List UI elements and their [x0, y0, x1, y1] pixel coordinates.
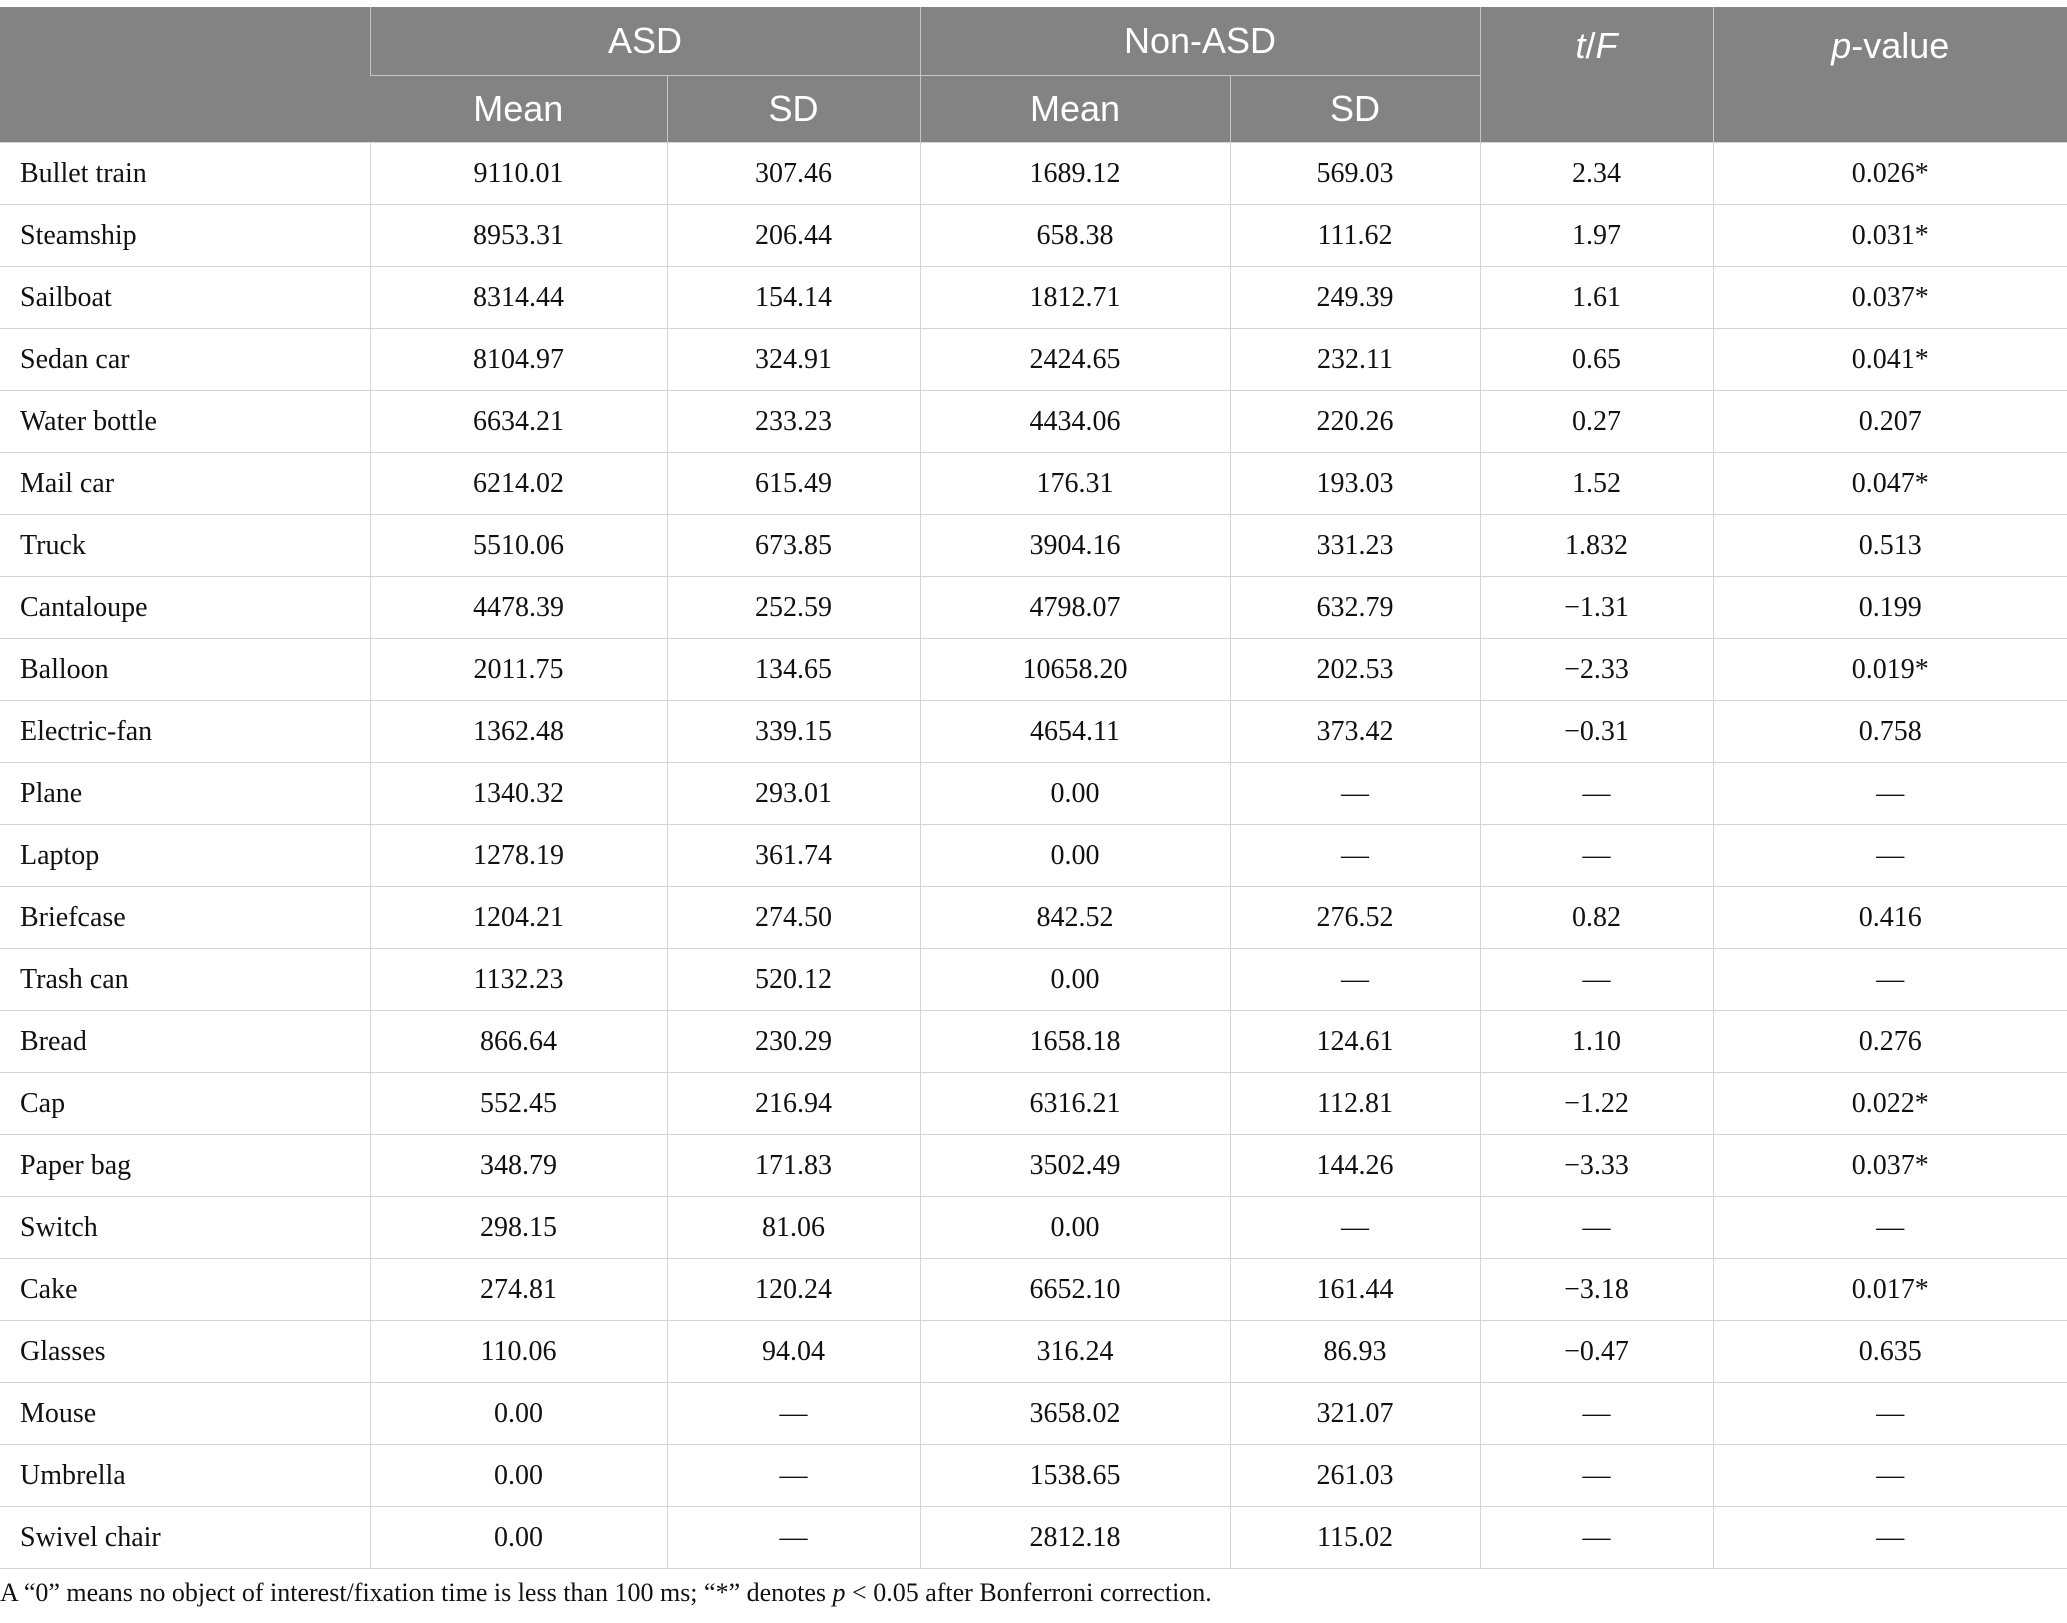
cell-non-asd-mean: 0.00 [920, 825, 1230, 887]
cell-non-asd-mean: 842.52 [920, 887, 1230, 949]
cell-asd-mean: 8953.31 [370, 205, 667, 267]
header-t-label: t [1575, 25, 1586, 66]
cell-asd-mean: 0.00 [370, 1507, 667, 1569]
cell-p-value: 0.199 [1713, 577, 2067, 639]
cell-t-f-value: 1.10 [1480, 1011, 1713, 1073]
table-row [0, 577, 2067, 639]
cell-non-asd-mean: 6652.10 [920, 1259, 1230, 1321]
cell-non-asd-mean: 10658.20 [920, 639, 1230, 701]
data-table [0, 7, 2067, 1569]
cell-non-asd-sd: 331.23 [1230, 515, 1480, 577]
cell-p-value: 0.037* [1713, 1135, 2067, 1197]
cell-asd-sd: 206.44 [667, 205, 920, 267]
table-row [0, 515, 2067, 577]
cell-t-f-value: — [1480, 1383, 1713, 1445]
cell-t-f-value: −1.22 [1480, 1073, 1713, 1135]
cell-object-name: Steamship [0, 205, 370, 267]
cell-t-f-value: — [1480, 825, 1713, 887]
cell-asd-sd: — [667, 1445, 920, 1507]
cell-object-name: Paper bag [0, 1135, 370, 1197]
cell-object-name: Switch [0, 1197, 370, 1259]
cell-t-f-value: 1.832 [1480, 515, 1713, 577]
table-row [0, 1445, 2067, 1507]
cell-non-asd-sd: 144.26 [1230, 1135, 1480, 1197]
cell-p-value: 0.758 [1713, 701, 2067, 763]
cell-asd-sd: 81.06 [667, 1197, 920, 1259]
cell-non-asd-mean: 1658.18 [920, 1011, 1230, 1073]
cell-asd-sd: 293.01 [667, 763, 920, 825]
cell-p-value: — [1713, 1197, 2067, 1259]
cell-non-asd-sd: 115.02 [1230, 1507, 1480, 1569]
table-footnote [0, 1578, 1212, 1608]
footnote-text-start: A “0” means no object of interest/fixation time is less than 100 ms; “*” denotes [0, 1578, 833, 1607]
cell-asd-mean: 1132.23 [370, 949, 667, 1011]
footnote-text-end: < 0.05 after Bonferroni correction. [845, 1578, 1212, 1607]
cell-asd-mean: 298.15 [370, 1197, 667, 1259]
cell-non-asd-sd: 232.11 [1230, 329, 1480, 391]
cell-asd-sd: 615.49 [667, 453, 920, 515]
cell-object-name: Trash can [0, 949, 370, 1011]
cell-object-name: Cap [0, 1073, 370, 1135]
cell-object-name: Swivel chair [0, 1507, 370, 1569]
cell-t-f-value: −0.47 [1480, 1321, 1713, 1383]
cell-t-f-value: 1.61 [1480, 267, 1713, 329]
cell-t-f-value: — [1480, 949, 1713, 1011]
table-body [0, 143, 2067, 1569]
cell-non-asd-sd: 202.53 [1230, 639, 1480, 701]
cell-non-asd-mean: 2424.65 [920, 329, 1230, 391]
cell-t-f-value: −2.33 [1480, 639, 1713, 701]
cell-asd-sd: — [667, 1383, 920, 1445]
cell-asd-sd: 216.94 [667, 1073, 920, 1135]
table-row [0, 887, 2067, 949]
cell-non-asd-mean: 0.00 [920, 949, 1230, 1011]
cell-asd-mean: 6214.02 [370, 453, 667, 515]
cell-object-name: Briefcase [0, 887, 370, 949]
table-row [0, 701, 2067, 763]
cell-non-asd-sd: — [1230, 825, 1480, 887]
header-f-label: F [1595, 25, 1618, 66]
cell-object-name: Laptop [0, 825, 370, 887]
cell-t-f-value: 0.82 [1480, 887, 1713, 949]
cell-asd-mean: 866.64 [370, 1011, 667, 1073]
cell-non-asd-sd: — [1230, 949, 1480, 1011]
cell-non-asd-sd: 321.07 [1230, 1383, 1480, 1445]
cell-object-name: Electric-fan [0, 701, 370, 763]
header-non-asd-mean: Mean [920, 76, 1230, 143]
cell-non-asd-sd: 161.44 [1230, 1259, 1480, 1321]
cell-non-asd-sd: 261.03 [1230, 1445, 1480, 1507]
footnote-p-symbol: p [832, 1578, 846, 1607]
cell-asd-sd: 154.14 [667, 267, 920, 329]
cell-asd-sd: 252.59 [667, 577, 920, 639]
cell-non-asd-mean: 0.00 [920, 763, 1230, 825]
cell-asd-mean: 2011.75 [370, 639, 667, 701]
cell-non-asd-mean: 0.00 [920, 1197, 1230, 1259]
cell-non-asd-sd: — [1230, 763, 1480, 825]
cell-asd-mean: 4478.39 [370, 577, 667, 639]
cell-p-value: — [1713, 825, 2067, 887]
cell-non-asd-sd: 373.42 [1230, 701, 1480, 763]
cell-object-name: Bread [0, 1011, 370, 1073]
cell-non-asd-mean: 3658.02 [920, 1383, 1230, 1445]
cell-object-name: Sailboat [0, 267, 370, 329]
cell-p-value: — [1713, 949, 2067, 1011]
cell-asd-sd: 134.65 [667, 639, 920, 701]
cell-non-asd-mean: 4798.07 [920, 577, 1230, 639]
table-row [0, 1073, 2067, 1135]
table-row [0, 453, 2067, 515]
cell-p-value: 0.041* [1713, 329, 2067, 391]
cell-non-asd-mean: 3904.16 [920, 515, 1230, 577]
cell-non-asd-sd: 193.03 [1230, 453, 1480, 515]
cell-asd-mean: 552.45 [370, 1073, 667, 1135]
cell-non-asd-sd: 124.61 [1230, 1011, 1480, 1073]
cell-object-name: Water bottle [0, 391, 370, 453]
cell-non-asd-sd: 111.62 [1230, 205, 1480, 267]
cell-non-asd-mean: 2812.18 [920, 1507, 1230, 1569]
table-row [0, 1135, 2067, 1197]
table-row [0, 949, 2067, 1011]
cell-t-f-value: −3.33 [1480, 1135, 1713, 1197]
cell-t-f-value: — [1480, 1197, 1713, 1259]
cell-non-asd-sd: 276.52 [1230, 887, 1480, 949]
header-slash: / [1585, 25, 1596, 66]
cell-asd-sd: 94.04 [667, 1321, 920, 1383]
header-p-label: p [1831, 25, 1852, 66]
cell-non-asd-sd: 220.26 [1230, 391, 1480, 453]
table-row [0, 639, 2067, 701]
cell-non-asd-mean: 4654.11 [920, 701, 1230, 763]
cell-p-value: 0.207 [1713, 391, 2067, 453]
cell-non-asd-sd: 632.79 [1230, 577, 1480, 639]
cell-asd-sd: 324.91 [667, 329, 920, 391]
cell-object-name: Cantaloupe [0, 577, 370, 639]
header-corner-cell [0, 7, 370, 143]
cell-p-value: 0.037* [1713, 267, 2067, 329]
cell-object-name: Mail car [0, 453, 370, 515]
cell-t-f-value: 1.97 [1480, 205, 1713, 267]
cell-p-value: — [1713, 1507, 2067, 1569]
cell-non-asd-mean: 4434.06 [920, 391, 1230, 453]
cell-p-value: 0.416 [1713, 887, 2067, 949]
cell-object-name: Mouse [0, 1383, 370, 1445]
cell-asd-sd: 307.46 [667, 143, 920, 205]
header-row-groups [0, 7, 2067, 76]
table-row [0, 1011, 2067, 1073]
table-row [0, 267, 2067, 329]
header-t-f [1480, 7, 1713, 143]
cell-object-name: Truck [0, 515, 370, 577]
header-asd-sd: SD [667, 76, 920, 143]
table-row [0, 1383, 2067, 1445]
table-header [0, 7, 2067, 143]
cell-asd-sd: 233.23 [667, 391, 920, 453]
table-row [0, 1259, 2067, 1321]
cell-t-f-value: — [1480, 1445, 1713, 1507]
cell-object-name: Sedan car [0, 329, 370, 391]
cell-t-f-value: −0.31 [1480, 701, 1713, 763]
cell-non-asd-mean: 6316.21 [920, 1073, 1230, 1135]
cell-asd-sd: 673.85 [667, 515, 920, 577]
cell-p-value: 0.047* [1713, 453, 2067, 515]
table-row [0, 143, 2067, 205]
cell-object-name: Plane [0, 763, 370, 825]
cell-non-asd-mean: 1538.65 [920, 1445, 1230, 1507]
cell-non-asd-sd: 112.81 [1230, 1073, 1480, 1135]
cell-non-asd-sd: 249.39 [1230, 267, 1480, 329]
cell-asd-mean: 9110.01 [370, 143, 667, 205]
cell-asd-mean: 6634.21 [370, 391, 667, 453]
cell-t-f-value: 0.27 [1480, 391, 1713, 453]
cell-asd-sd: 339.15 [667, 701, 920, 763]
cell-p-value: 0.019* [1713, 639, 2067, 701]
cell-t-f-value: 0.65 [1480, 329, 1713, 391]
cell-asd-sd: 171.83 [667, 1135, 920, 1197]
cell-p-value: 0.026* [1713, 143, 2067, 205]
cell-asd-mean: 0.00 [370, 1445, 667, 1507]
cell-asd-mean: 348.79 [370, 1135, 667, 1197]
cell-p-value: 0.276 [1713, 1011, 2067, 1073]
cell-p-value: — [1713, 763, 2067, 825]
table-row [0, 763, 2067, 825]
cell-object-name: Glasses [0, 1321, 370, 1383]
cell-asd-mean: 8104.97 [370, 329, 667, 391]
table-row [0, 825, 2067, 887]
cell-asd-mean: 1340.32 [370, 763, 667, 825]
cell-asd-sd: — [667, 1507, 920, 1569]
table-row [0, 391, 2067, 453]
cell-asd-mean: 5510.06 [370, 515, 667, 577]
cell-p-value: — [1713, 1445, 2067, 1507]
cell-non-asd-mean: 316.24 [920, 1321, 1230, 1383]
header-non-asd-sd: SD [1230, 76, 1480, 143]
cell-p-value: 0.513 [1713, 515, 2067, 577]
cell-t-f-value: −1.31 [1480, 577, 1713, 639]
cell-asd-sd: 520.12 [667, 949, 920, 1011]
cell-non-asd-mean: 176.31 [920, 453, 1230, 515]
header-asd-mean: Mean [370, 76, 667, 143]
cell-asd-sd: 230.29 [667, 1011, 920, 1073]
header-non-asd: Non-ASD [920, 7, 1480, 76]
cell-non-asd-sd: — [1230, 1197, 1480, 1259]
table-row [0, 205, 2067, 267]
cell-asd-mean: 274.81 [370, 1259, 667, 1321]
table-row [0, 1197, 2067, 1259]
cell-t-f-value: 1.52 [1480, 453, 1713, 515]
cell-asd-mean: 1204.21 [370, 887, 667, 949]
cell-asd-mean: 8314.44 [370, 267, 667, 329]
cell-p-value: 0.022* [1713, 1073, 2067, 1135]
cell-asd-mean: 110.06 [370, 1321, 667, 1383]
cell-asd-sd: 120.24 [667, 1259, 920, 1321]
cell-non-asd-mean: 658.38 [920, 205, 1230, 267]
cell-p-value: 0.635 [1713, 1321, 2067, 1383]
cell-non-asd-mean: 3502.49 [920, 1135, 1230, 1197]
cell-non-asd-mean: 1812.71 [920, 267, 1230, 329]
cell-non-asd-mean: 1689.12 [920, 143, 1230, 205]
cell-p-value: 0.017* [1713, 1259, 2067, 1321]
table-row [0, 1507, 2067, 1569]
cell-asd-mean: 0.00 [370, 1383, 667, 1445]
cell-non-asd-sd: 569.03 [1230, 143, 1480, 205]
cell-p-value: — [1713, 1383, 2067, 1445]
cell-asd-mean: 1278.19 [370, 825, 667, 887]
cell-object-name: Umbrella [0, 1445, 370, 1507]
cell-p-value: 0.031* [1713, 205, 2067, 267]
cell-object-name: Cake [0, 1259, 370, 1321]
cell-non-asd-sd: 86.93 [1230, 1321, 1480, 1383]
cell-t-f-value: 2.34 [1480, 143, 1713, 205]
header-p-value [1713, 7, 2067, 143]
cell-t-f-value: — [1480, 763, 1713, 825]
header-asd: ASD [370, 7, 920, 76]
cell-asd-sd: 274.50 [667, 887, 920, 949]
cell-t-f-value: −3.18 [1480, 1259, 1713, 1321]
header-value-label: -value [1851, 25, 1950, 66]
table-row [0, 329, 2067, 391]
cell-object-name: Balloon [0, 639, 370, 701]
table-row [0, 1321, 2067, 1383]
cell-object-name: Bullet train [0, 143, 370, 205]
cell-asd-mean: 1362.48 [370, 701, 667, 763]
cell-t-f-value: — [1480, 1507, 1713, 1569]
cell-asd-sd: 361.74 [667, 825, 920, 887]
